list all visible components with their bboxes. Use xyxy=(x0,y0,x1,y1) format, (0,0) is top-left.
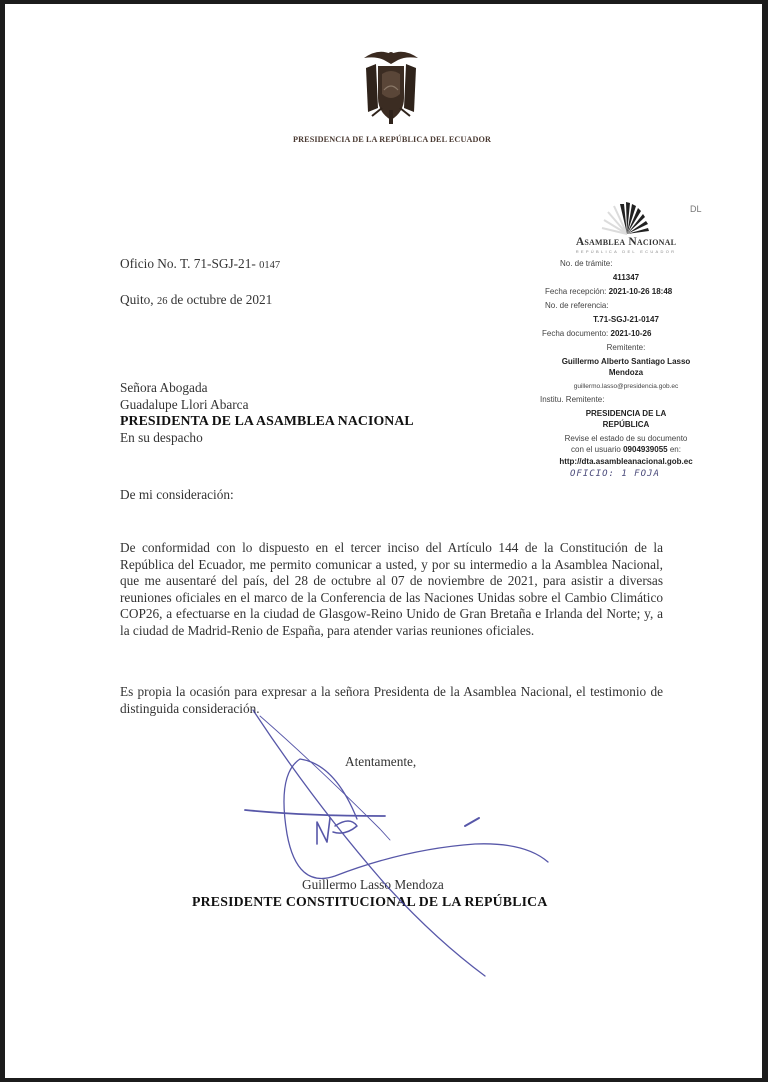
institution-name: PRESIDENCIA DE LA REPÚBLICA DEL ECUADOR xyxy=(293,135,491,144)
remitente-label: Remitente: xyxy=(606,343,646,352)
institucion-line1: PRESIDENCIA DE LA xyxy=(585,409,667,418)
addressee-title: Señora Abogada xyxy=(120,380,208,395)
document-page xyxy=(5,4,762,1078)
letter-body-paragraph: De conformidad con lo dispuesto en el tercer inciso del Artículo 144 de la Constitución de la República del Ecuador, me permito comunicar a usted, y por su intermedio a la Asamblea Nacional, que me ausentaré del país, del 28 de octubre al 07 de noviembre de 2021, para asistir a diversas reuniones oficiales en el marco de la Conferencia de las Naciones Unidas sobre el Cambio Climático COP26, a efectuarse en la ciudad de Glasgow-Reino Unido de Gran Bretaña e Irlanda del Norte; y, a la ciudad de Madrid-Renio de España, para atender varias reuniones oficiales. xyxy=(120,540,663,638)
remitente-name-line1: Guillermo Alberto Santiago Lasso xyxy=(561,357,691,366)
salutation: De mi consideración: xyxy=(120,487,234,502)
referencia-label: No. de referencia: xyxy=(545,301,609,310)
referencia-value: T.71-SGJ-21-0147 xyxy=(593,315,659,324)
handwritten-initials: DL xyxy=(690,204,702,214)
institucion-label: Institu. Remitente: xyxy=(540,395,605,404)
tramite-label: No. de trámite: xyxy=(560,259,613,268)
institucion-line2: REPÚBLICA xyxy=(602,420,650,429)
addressee-position: PRESIDENTA DE LA ASAMBLEA NACIONAL xyxy=(120,413,414,428)
fecha-recepcion-label: Fecha recepción: xyxy=(545,287,607,296)
signer-title: PRESIDENTE CONSTITUCIONAL DE LA REPÚBLICA xyxy=(192,894,548,909)
valediction: Atentamente, xyxy=(345,754,417,769)
addressee-name: Guadalupe Llori Abarca xyxy=(120,396,249,412)
tramite-value: 411347 xyxy=(612,273,640,282)
handwritten-foja-note: OFICIO: 1 FOJA xyxy=(570,469,660,479)
date-day: 26 xyxy=(156,296,168,307)
status-line1: Revise el estado de su documento xyxy=(564,434,688,443)
status-suffix: en: xyxy=(669,445,681,454)
remitente-name-line2: Mendoza xyxy=(608,368,644,377)
fecha-recepcion-value: 2021-10-26 18:48 xyxy=(608,287,673,296)
status-url[interactable]: http://dta.asambleanacional.gob.ec xyxy=(559,457,693,466)
date-rest: de octubre de 2021 xyxy=(170,292,273,307)
addressee-location: En su despacho xyxy=(120,429,203,445)
asamblea-brand: Asamblea Nacional xyxy=(575,236,677,248)
status-user: 0904939055 xyxy=(623,445,668,454)
date-city: Quito, xyxy=(120,292,154,307)
handwritten-signature-icon xyxy=(5,4,762,1078)
asamblea-brand-subtitle: REPÚBLICA DEL ECUADOR xyxy=(575,249,677,254)
oficio-number: 0147 xyxy=(259,260,281,271)
status-prefix: con el usuario xyxy=(571,445,621,454)
oficio-prefix: Oficio No. T. 71-SGJ-21- xyxy=(120,256,256,271)
remitente-email: guillermo.lasso@presidencia.gob.ec xyxy=(573,383,679,390)
fecha-documento-value: 2021-10-26 xyxy=(610,329,652,338)
letter-closing-paragraph: Es propia la ocasión para expresar a la señora Presidenta de la Asamblea Nacional, el testimonio de distinguida consideración. xyxy=(120,684,663,716)
fecha-documento-label: Fecha documento: xyxy=(542,329,609,338)
signer-name: Guillermo Lasso Mendoza xyxy=(302,877,444,892)
